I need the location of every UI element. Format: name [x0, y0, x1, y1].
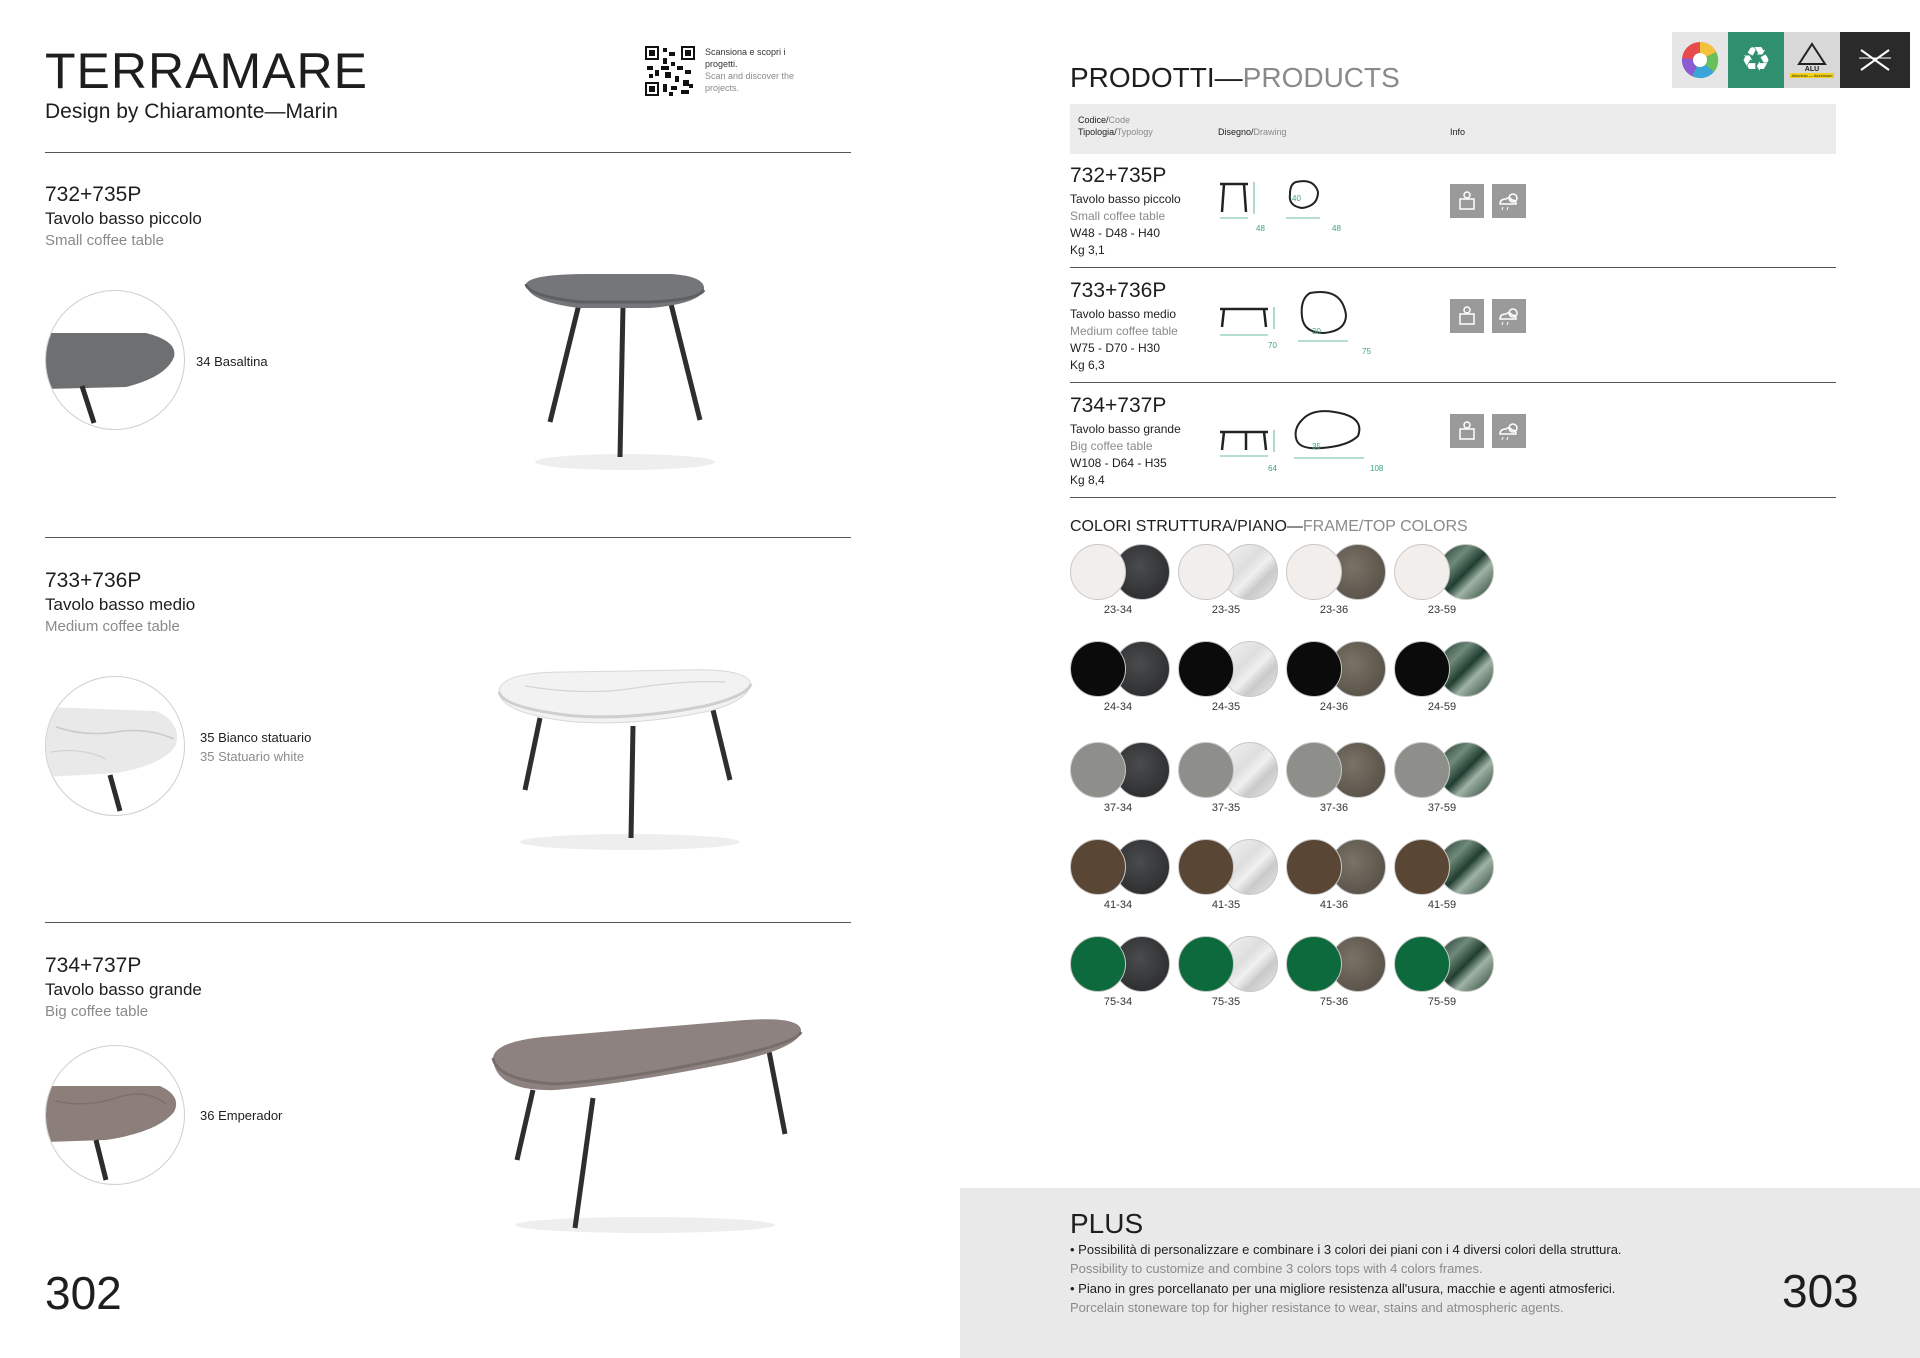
frame-color-dot [1394, 544, 1450, 600]
swatch-code: 41-36 [1319, 899, 1349, 911]
finish-swatch [45, 290, 185, 430]
finish-swatch [45, 676, 185, 816]
qr-caption-en: Scan and discover the projects. [705, 71, 795, 93]
frame-color-dot [1070, 742, 1126, 798]
aluminium-icon [1784, 32, 1840, 88]
product-heading [45, 569, 195, 635]
alu-label: ALU [1804, 66, 1820, 73]
color-swatch[interactable] [1178, 839, 1282, 909]
frame-color-dot [1178, 544, 1234, 600]
swatch-code: 41-59 [1427, 899, 1457, 911]
plus-line-2-en: Porcelain stoneware top for higher resistance to wear, stains and atmospheric agents. [1070, 1300, 1564, 1315]
swatch-code: 37-34 [1103, 802, 1133, 814]
row-code: 734+737P [1070, 394, 1167, 417]
products-title-it: PRODOTTI— [1070, 62, 1243, 93]
feature-icon-bar [1672, 32, 1910, 88]
product-code: 732+735P [45, 183, 142, 206]
drawing-width: 64 [1268, 464, 1277, 473]
page-number: 302 [45, 1267, 122, 1319]
drawing-depth: 48 [1332, 224, 1341, 233]
color-swatch[interactable] [1178, 936, 1282, 1006]
page-number: 303 [1782, 1265, 1859, 1317]
frame-color-dot [1286, 641, 1342, 697]
product-heading [45, 183, 202, 249]
swatch-code: 23-59 [1427, 604, 1457, 616]
row-name-en: Big coffee table [1070, 439, 1153, 453]
header-typ-en: Typology [1116, 127, 1153, 137]
swatch-code: 24-59 [1427, 701, 1457, 713]
swatch-code: 41-34 [1103, 899, 1133, 911]
color-swatch[interactable] [1178, 641, 1282, 711]
row-dimensions: W48 - D48 - H40 [1070, 226, 1161, 240]
medium-coffee-table-image [485, 662, 775, 852]
header-draw-it: Disegno/ [1218, 127, 1254, 137]
color-wheel-icon [1672, 32, 1728, 88]
swatch-code: 37-59 [1427, 802, 1457, 814]
weight-info-icon [1450, 299, 1484, 333]
row-name-it: Tavolo basso piccolo [1070, 192, 1181, 206]
color-swatch[interactable] [1178, 544, 1282, 614]
color-swatch[interactable] [1394, 936, 1498, 1006]
row-dimensions: W75 - D70 - H30 [1070, 341, 1161, 355]
color-swatch[interactable] [1286, 936, 1390, 1006]
plus-box [960, 1188, 1920, 1358]
frame-color-dot [1286, 839, 1342, 895]
qr-caption-it: Scansiona e scopri i progetti. [705, 47, 786, 69]
brand-title: TERRAMARE [45, 43, 368, 99]
frame-color-dot [1070, 839, 1126, 895]
header-code-typology [1078, 114, 1153, 138]
drawing-depth: 108 [1370, 464, 1384, 473]
swatch-code: 23-34 [1103, 604, 1133, 616]
finish-label [200, 1106, 282, 1125]
header-drawing [1218, 126, 1287, 138]
product-name-it: Tavolo basso grande [45, 980, 202, 999]
product-name-it: Tavolo basso medio [45, 595, 196, 614]
frame-color-dot [1178, 839, 1234, 895]
product-name-en: Medium coffee table [45, 618, 180, 635]
frame-color-dot [1070, 544, 1126, 600]
row-code: 733+736P [1070, 279, 1167, 302]
drawing-height: 30 [1312, 327, 1321, 336]
product-table-header [1070, 104, 1836, 154]
color-swatch[interactable] [1394, 544, 1498, 614]
weather-resistant-icon [1492, 184, 1526, 218]
header-code-it: Codice/ [1078, 115, 1109, 125]
product-name-en: Big coffee table [45, 1003, 149, 1020]
color-swatch[interactable] [1070, 742, 1174, 812]
statuario-top-detail [46, 677, 185, 816]
frame-color-dot [1394, 742, 1450, 798]
plus-title: PLUS [1070, 1208, 1144, 1239]
color-swatch[interactable] [1286, 839, 1390, 909]
color-swatch[interactable] [1178, 742, 1282, 812]
swatch-code: 37-35 [1211, 802, 1241, 814]
color-swatch[interactable] [1070, 641, 1174, 711]
swatch-code: 37-36 [1319, 802, 1349, 814]
recycle-icon: ♻ [1728, 32, 1784, 88]
row-weight: Kg 8,4 [1070, 473, 1105, 487]
product-row [1070, 394, 1836, 504]
plus-line-2-it: • Piano in gres porcellanato per una migliore resistenza all'usura, macchie e agenti atmosferici. [1070, 1281, 1616, 1296]
plus-line-1-en: Possibility to customize and combine 3 colors tops with 4 colors frames. [1070, 1261, 1483, 1276]
basaltina-top-detail [46, 291, 185, 430]
color-swatch[interactable] [1070, 544, 1174, 614]
swatch-code: 75-36 [1319, 996, 1349, 1008]
product-code: 734+737P [45, 954, 142, 977]
swatch-code: 23-36 [1319, 604, 1349, 616]
row-name-it: Tavolo basso grande [1070, 422, 1181, 436]
swatch-code: 24-34 [1103, 701, 1133, 713]
color-swatch[interactable] [1394, 742, 1498, 812]
frame-color-dot [1394, 641, 1450, 697]
finish-label [196, 352, 268, 371]
close-icon[interactable] [1840, 32, 1910, 88]
frame-color-dot [1394, 936, 1450, 992]
weight-info-icon [1450, 414, 1484, 448]
divider [1070, 267, 1836, 268]
product-name-it: Tavolo basso piccolo [45, 209, 202, 228]
weather-resistant-icon [1492, 414, 1526, 448]
header-code-en: Code [1108, 115, 1131, 125]
swatch-code: 75-35 [1211, 996, 1241, 1008]
swatch-code: 24-36 [1319, 701, 1349, 713]
row-weight: Kg 6,3 [1070, 358, 1105, 372]
colors-title [1070, 518, 1468, 536]
qr-code-icon[interactable] [645, 46, 695, 96]
color-swatch[interactable] [1394, 839, 1498, 909]
products-title [1070, 62, 1400, 94]
products-title-en: PRODUCTS [1242, 62, 1400, 93]
colors-title-en: FRAME/TOP COLORS [1302, 518, 1468, 535]
right-page [960, 0, 1920, 1358]
color-swatch[interactable] [1394, 641, 1498, 711]
frame-color-dot [1178, 742, 1234, 798]
drawing-width: 70 [1268, 341, 1277, 350]
frame-color-dot [1070, 936, 1126, 992]
plus-line-1-it: • Possibilità di personalizzare e combinare i 3 colori dei piani con i 4 diversi colori della struttura. [1070, 1242, 1622, 1257]
weather-resistant-icon [1492, 299, 1526, 333]
row-code: 732+735P [1070, 164, 1167, 187]
frame-color-dot [1178, 641, 1234, 697]
frame-color-dot [1070, 641, 1126, 697]
row-dimensions: W108 - D64 - H35 [1070, 456, 1167, 470]
qr-caption [705, 46, 805, 94]
header-typ-it: Tipologia/ [1078, 127, 1117, 137]
technical-drawing [1218, 402, 1368, 472]
finish-name-it: 36 Emperador [200, 1108, 283, 1123]
row-name-en: Small coffee table [1070, 209, 1166, 223]
swatch-code: 23-35 [1211, 604, 1241, 616]
row-name-en: Medium coffee table [1070, 324, 1178, 338]
swatch-code: 75-59 [1427, 996, 1457, 1008]
product-row [1070, 164, 1836, 274]
finish-name-it: 35 Bianco statuario [200, 730, 312, 745]
finish-swatch [45, 1045, 185, 1185]
divider [45, 922, 851, 923]
product-heading [45, 954, 202, 1020]
color-swatch[interactable] [1286, 641, 1390, 711]
product-row [1070, 279, 1836, 389]
frame-color-dot [1286, 544, 1342, 600]
frame-color-dot [1286, 936, 1342, 992]
alu-sub: Alluminio — Aluminium [1791, 73, 1833, 78]
frame-color-dot [1178, 936, 1234, 992]
color-swatch[interactable] [1070, 936, 1174, 1006]
colors-title-it: COLORI STRUTTURA/PIANO— [1070, 518, 1303, 535]
drawing-width: 48 [1256, 224, 1265, 233]
color-swatch[interactable] [1286, 742, 1390, 812]
drawing-height: 40 [1292, 194, 1301, 203]
finish-name-it: 34 Basaltina [196, 354, 268, 369]
swatch-code: 24-35 [1211, 701, 1241, 713]
frame-color-dot [1394, 839, 1450, 895]
frame-color-dot [1286, 742, 1342, 798]
product-name-en: Small coffee table [45, 232, 164, 249]
finish-name-en: 35 Statuario white [200, 749, 305, 764]
divider [45, 537, 851, 538]
technical-drawing [1218, 287, 1358, 357]
small-coffee-table-image [500, 262, 750, 472]
weight-info-icon [1450, 184, 1484, 218]
row-name-it: Tavolo basso medio [1070, 307, 1177, 321]
emperador-top-detail [46, 1046, 185, 1185]
header-draw-en: Drawing [1253, 127, 1287, 137]
product-code: 733+736P [45, 569, 142, 592]
swatch-code: 41-35 [1211, 899, 1241, 911]
color-swatch[interactable] [1286, 544, 1390, 614]
big-coffee-table-image [485, 1010, 805, 1235]
row-weight: Kg 3,1 [1070, 243, 1105, 257]
header-info: Info [1450, 127, 1466, 137]
drawing-depth: 75 [1362, 347, 1371, 356]
finish-label [200, 728, 311, 766]
technical-drawing [1218, 172, 1348, 242]
divider [1070, 382, 1836, 383]
divider [1070, 497, 1836, 498]
drawing-height: 35 [1312, 442, 1321, 451]
color-swatch[interactable] [1070, 839, 1174, 909]
divider [45, 152, 851, 153]
designer-credit: Design by Chiaramonte—Marin [45, 100, 338, 123]
swatch-code: 75-34 [1103, 996, 1133, 1008]
